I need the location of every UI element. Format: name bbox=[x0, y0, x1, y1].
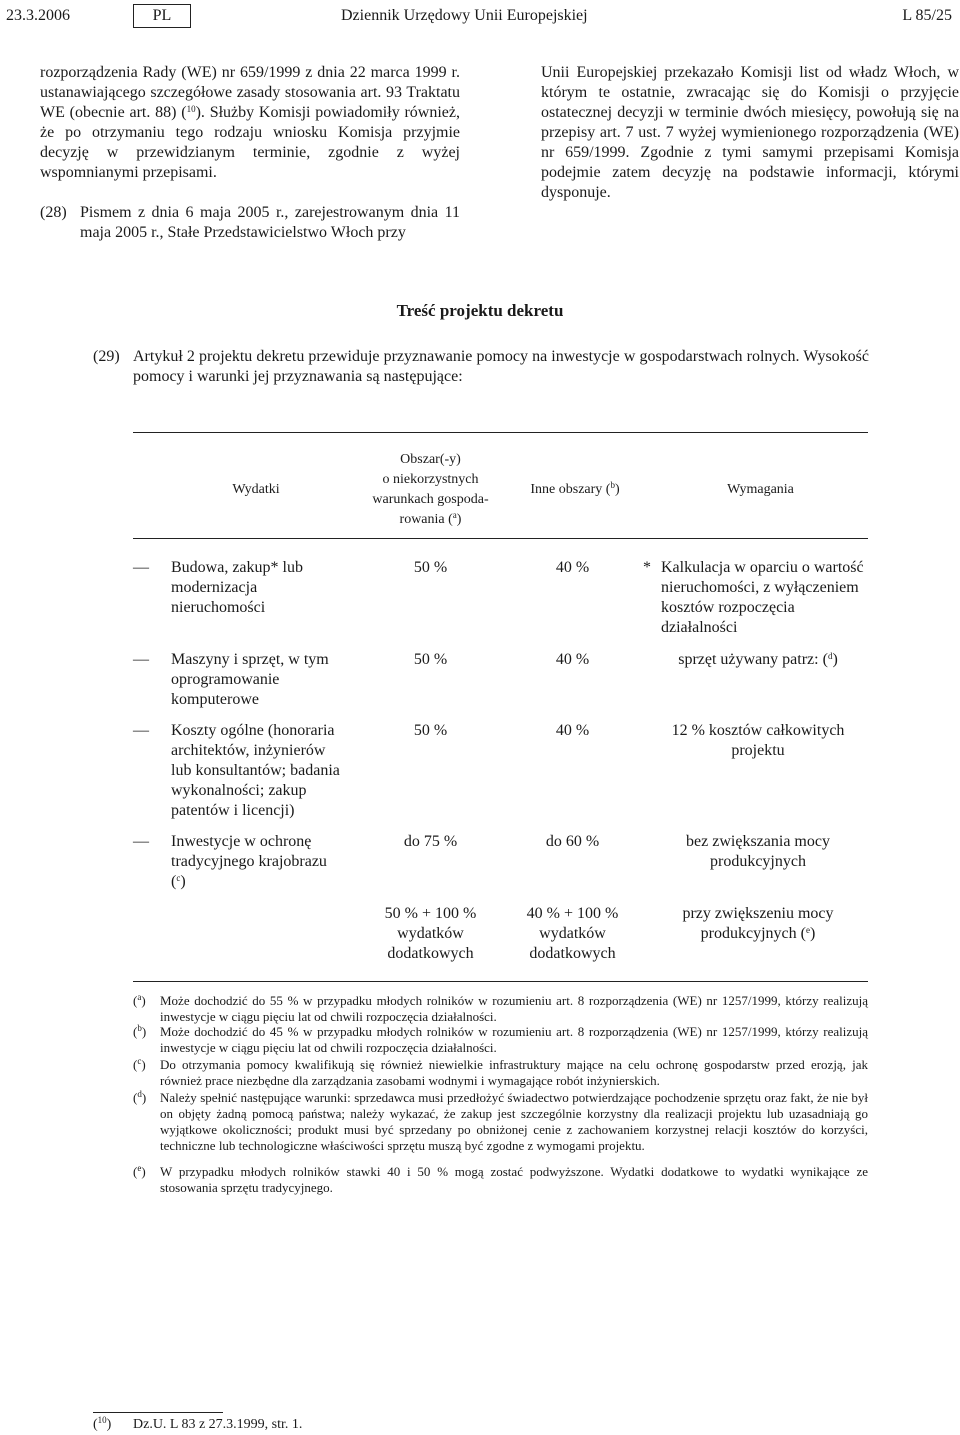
table-footnote-a bbox=[133, 993, 868, 1025]
row2-area-b: 40 % bbox=[555, 651, 590, 668]
row1-area-b: 40 % bbox=[555, 559, 590, 576]
recital-text: Artykuł 2 projektu dekretu przewiduje przyznawanie pomocy na inwestycje w gospodarstwach rolnych. Wysokość pomocy i warunki jej przyznawania są następujące: bbox=[133, 348, 869, 385]
recital-text: Pismem z dnia 6 maja 2005 r., zarejestrowanym dnia 11 maja 2005 r., Stałe Przedstawicielstwo Włoch przy bbox=[80, 204, 460, 241]
row-dash: — bbox=[133, 722, 149, 739]
footnote-text: Dz.U. L 83 z 27.3.1999, str. 1. bbox=[133, 1417, 303, 1432]
left-column bbox=[40, 63, 460, 243]
table-footnote-b bbox=[133, 1024, 868, 1056]
footnote-text: Może dochodzić do 55 % w przypadku młodych rolników w rozumieniu art. 8 rozporządzenia (WE) nr 1257/1999, którzy realizują inwestycje w ciągu pięciu lat od chwili rozpoczęcia działalności. bbox=[160, 993, 868, 1024]
row-dash: — bbox=[133, 833, 149, 850]
section-title: Treść projektu dekretu bbox=[396, 301, 564, 320]
row2-expense: Maszyny i sprzęt, w tym oprogramowanie komputerowe bbox=[171, 651, 329, 708]
row1-requirement: * Kalkulacja w oparciu o wartość nieruchomości, z wyłączeniem kosztów rozpoczęcia działalności bbox=[643, 559, 864, 636]
table-top-rule bbox=[133, 432, 868, 433]
row4-expense: Inwestycje w ochronę tradycyjnego krajobrazu ($^c$) bbox=[171, 833, 327, 890]
footnote-separator bbox=[93, 1412, 223, 1413]
recital-number: (28) bbox=[40, 204, 67, 221]
footnote-label: ($^c$) bbox=[133, 1056, 146, 1072]
header-area-b: Inne obszary ($^b$) bbox=[530, 480, 620, 497]
page-footnote bbox=[93, 1416, 302, 1434]
paragraph-continued: rozporządzenia Rady (WE) nr 659/1999 z dnia 22 marca 1999 r. ustanawiającego szczegółowe zasady stosowania art. 93 Traktatu WE (obecnie art. 88) ($^{10}$). Służby Komisji powiadomiły również, że po otrzymaniu tego rodzaju wniosku Komisja przyjmie decyzję w przewidzianym terminie, zgodnie z wyżej wspomnianymi przepisami. bbox=[40, 64, 460, 181]
footnote-label: ($^e$) bbox=[133, 1163, 146, 1179]
journal-title: Dziennik Urzędowy Unii Europejskiej bbox=[341, 7, 588, 24]
footnote-text: Może dochodzić do 45 % w przypadku młodych rolników w rozumieniu art. 8 rozporządzenia (WE) nr 1257/1999, którzy realizują inwestycje w ciągu pięciu lat od chwili rozpoczęcia działalności. bbox=[160, 1024, 868, 1055]
page-number: L 85/25 bbox=[902, 7, 952, 24]
table-header-rule bbox=[133, 538, 868, 539]
row3-area-b: 40 % bbox=[555, 722, 590, 739]
footnote-label: ($^b$) bbox=[133, 1023, 147, 1039]
table-footnote-c bbox=[133, 1057, 868, 1089]
recital-28 bbox=[40, 203, 460, 243]
table-footnote-e bbox=[133, 1164, 868, 1196]
header-requirements: Wymagania bbox=[727, 482, 794, 497]
paragraph-continued: Unii Europejskiej przekazało Komisji list od władz Włoch, w którym te ostatnie, zwracając się do Komisji o przyjęcie ostatecznej decyzji w terminie dwóch miesięcy, powołują się na przepisy art. 7 ust. 7 wyżej wymienionego rozporządzenia (WE) nr 659/1999. Zgodnie z tymi samymi przepisami Komisja podejmie zatem decyzję na podstawie informacji, którymi dysponuje. bbox=[541, 64, 959, 201]
footnote-text: Do otrzymania pomocy kwalifikują się również niewielkie infrastruktury mające na celu ochronę gospodarstw przed erozją, jak również prace niezbędne dla zarządzania zasobami wodnymi i wymagające robót inżynierskich. bbox=[160, 1057, 868, 1088]
row4-area-b: do 60 % bbox=[545, 833, 600, 850]
header-area-a: Obszar(-y) o niekorzystnych warunkach gospoda- rowania ($^a$) bbox=[372, 452, 489, 527]
row-dash: — bbox=[133, 651, 149, 668]
row3-area-a: 50 % bbox=[413, 722, 448, 739]
table-bottom-rule bbox=[133, 981, 868, 982]
row2-area-a: 50 % bbox=[413, 651, 448, 668]
row4-requirement: bez zwiększania mocy produkcyjnych bbox=[686, 833, 830, 870]
row2-requirement: sprzęt używany patrz: ($^d$) bbox=[678, 651, 838, 668]
header-expenses: Wydatki bbox=[232, 482, 280, 497]
row5-requirement: przy zwiększeniu mocy produkcyjnych ($^e$) bbox=[682, 905, 834, 942]
journal-date: 23.3.2006 bbox=[6, 7, 70, 24]
footnote-text: W przypadku młodych rolników stawki 40 i 50 % mogą zostać podwyższone. Wydatki dodatkowe to wydatki wynikające ze stosowania sprzętu tradycyjnego. bbox=[160, 1164, 868, 1195]
language-box: PL bbox=[133, 4, 191, 28]
row5-area-b: 40 % + 100 % wydatków dodatkowych bbox=[526, 905, 619, 962]
footnote-label: ($^d$) bbox=[133, 1089, 147, 1105]
right-column bbox=[541, 63, 959, 203]
footnote-text: Należy spełnić następujące warunki: sprzedawca musi przedłożyć świadectwo potwierdzające pochodzenie sprzętu oraz fakt, że nie był on objęty żadną pomocą państwa; należy wykazać, że zakup jest szczególnie korzystny dla realizacji projektu lub uzasadniają go wyjątkowe okoliczności; produkt musi być sprzedany po obniżonej cenie z zachowaniem korzystnej relacji kosztów do korzyści, techniczne lub technologiczne właściwości sprzętu muszą być zgodne z wymogami projektu. bbox=[160, 1090, 868, 1153]
footnote-label: ($^{10}$) bbox=[93, 1415, 112, 1432]
recital-number: (29) bbox=[93, 348, 120, 365]
row-dash: — bbox=[133, 559, 149, 576]
row3-expense: Koszty ogólne (honoraria architektów, inżynierów lub konsultantów; badania wykonalności; zakup patentów i licencji) bbox=[171, 722, 340, 819]
row5-area-a: 50 % + 100 % wydatków dodatkowych bbox=[384, 905, 477, 962]
row1-area-a: 50 % bbox=[413, 559, 448, 576]
recital-29 bbox=[93, 347, 869, 387]
footnote-ref: 10 bbox=[186, 104, 196, 114]
table-footnote-d bbox=[133, 1090, 868, 1154]
row1-expense: Budowa, zakup* lub modernizacja nieruchomości bbox=[171, 559, 303, 616]
row3-requirement: 12 % kosztów całkowitych projektu bbox=[671, 722, 845, 759]
footnote-label: ($^a$) bbox=[133, 992, 146, 1008]
row4-area-a: do 75 % bbox=[403, 833, 458, 850]
